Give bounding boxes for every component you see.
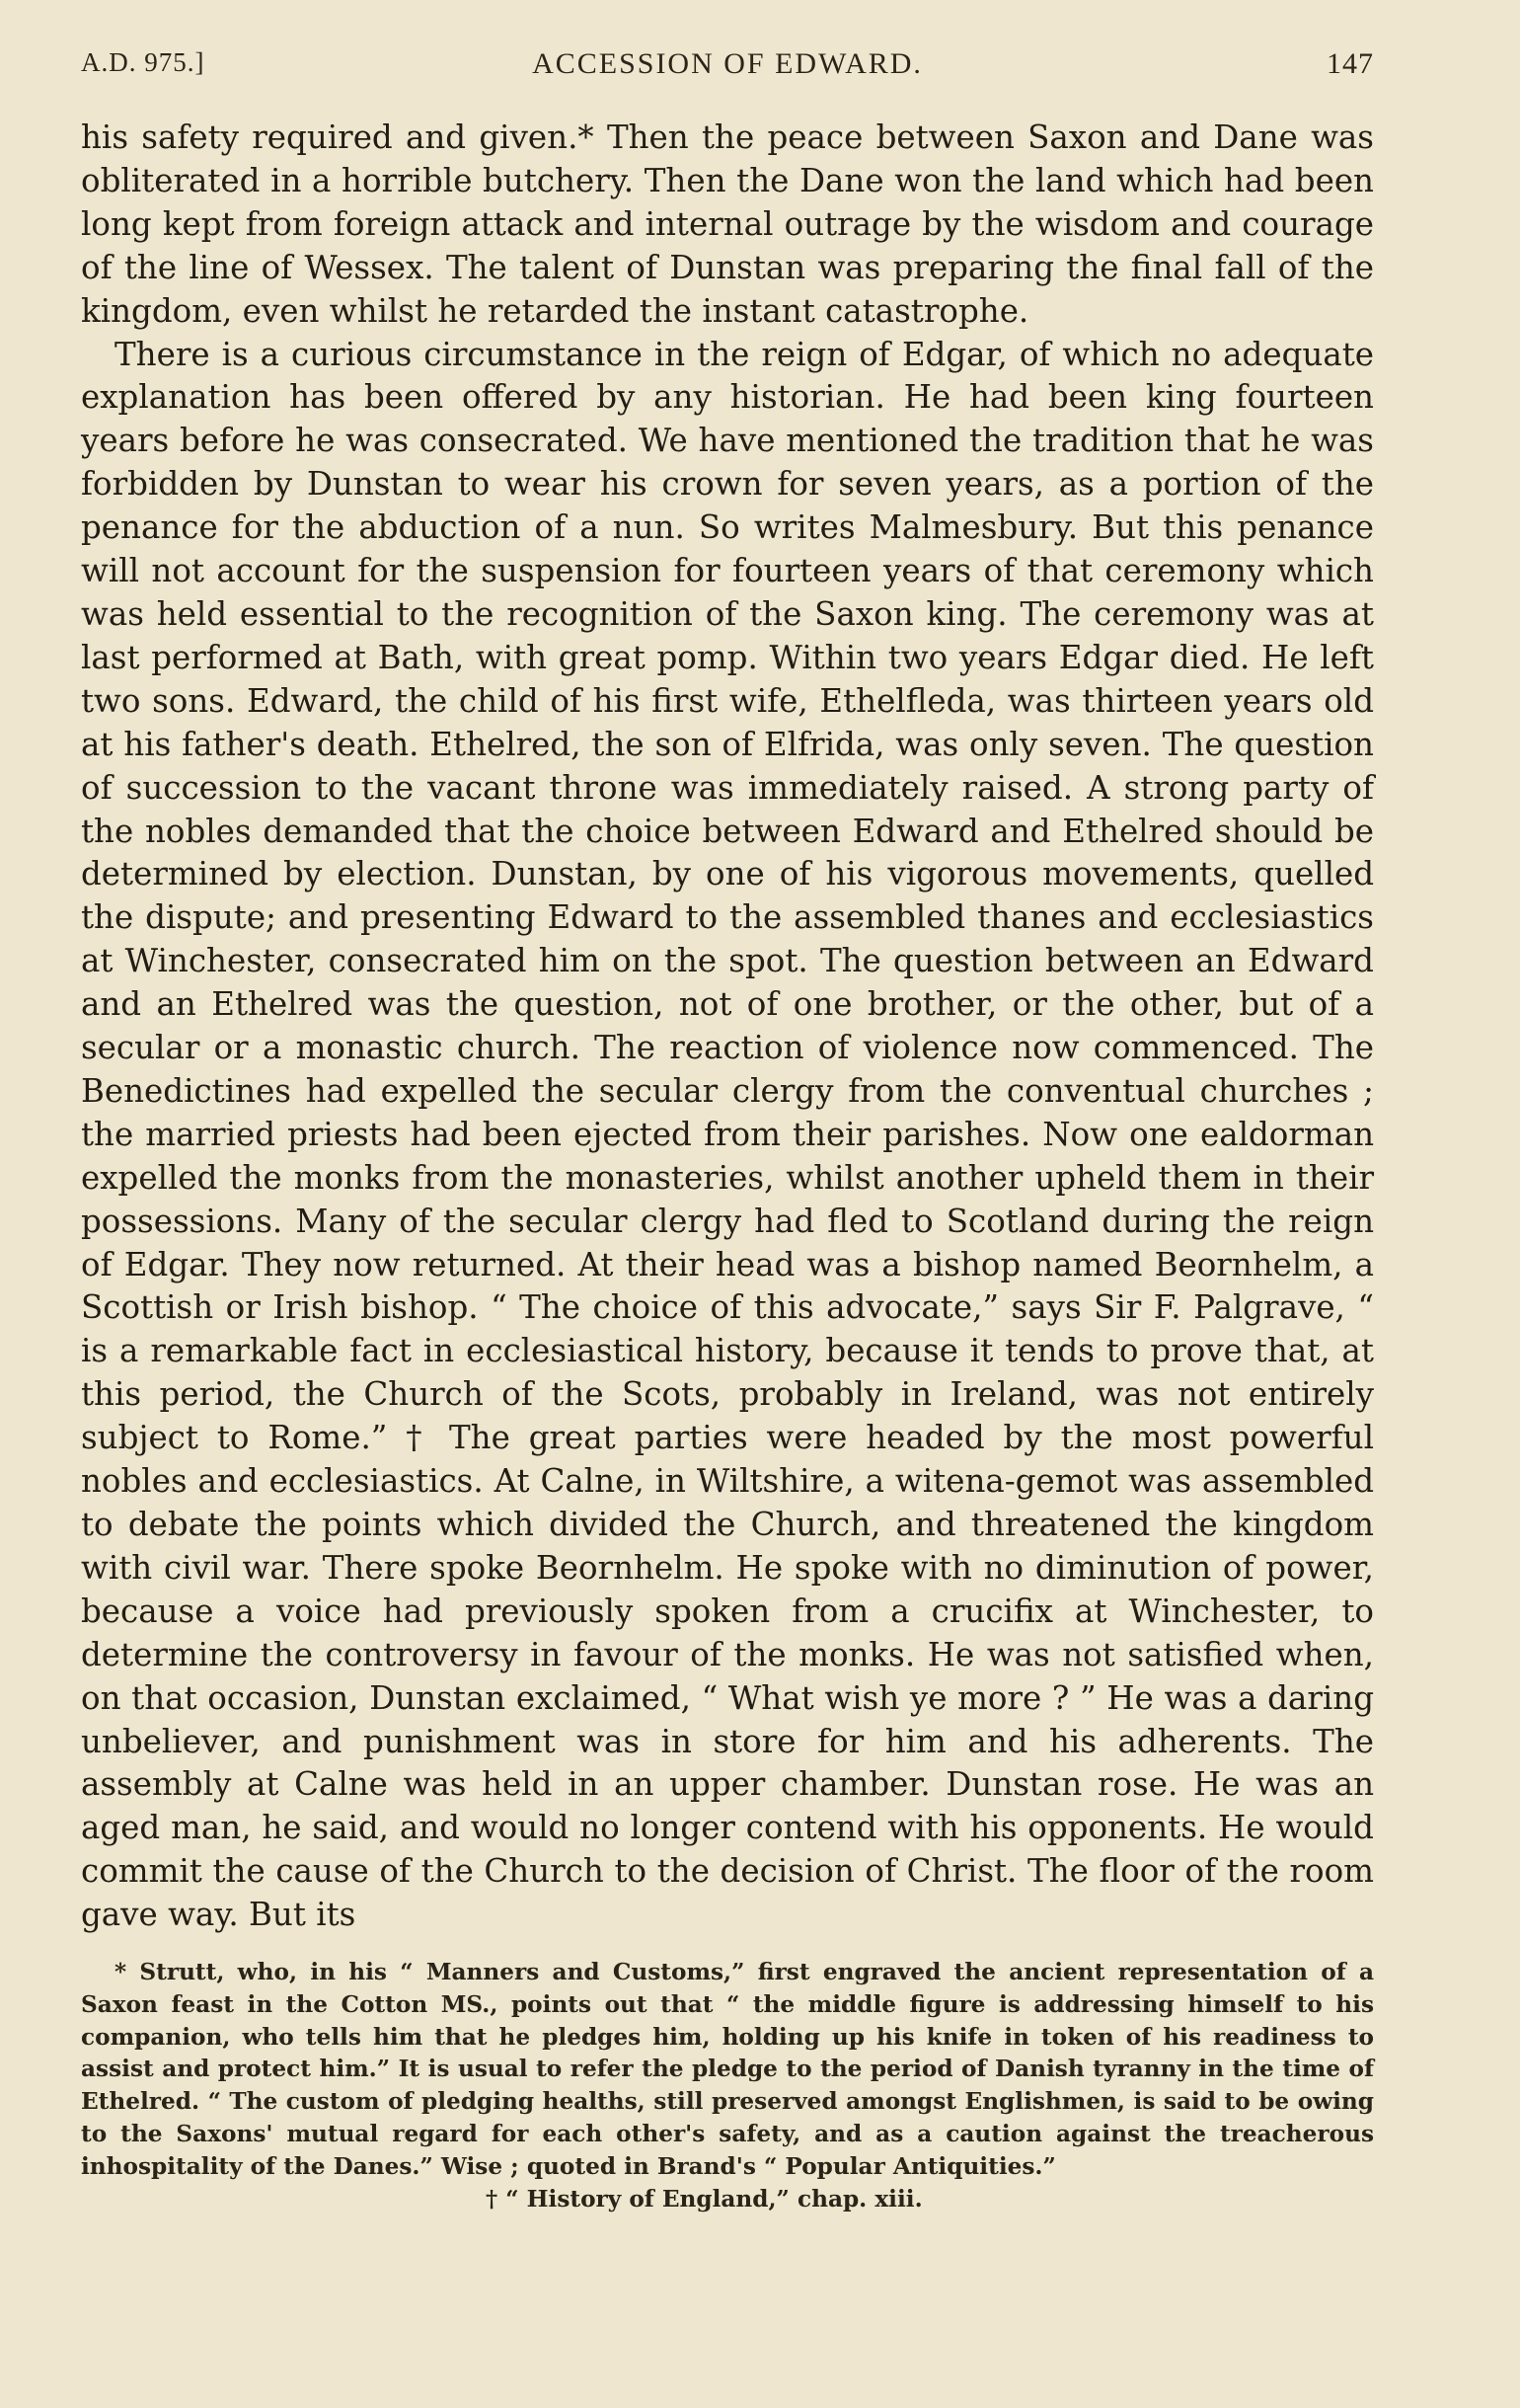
- running-head-title: ACCESSION OF EDWARD.: [532, 47, 923, 80]
- page-number: 147: [1327, 47, 1374, 80]
- book-page: [81, 47, 1374, 2215]
- running-head: [81, 47, 1374, 93]
- paragraph-continued: his safety required and given.* Then the peace between Saxon and Dane was obliterated in a horrible butchery. Then the Dane won the land which had been long kept from foreign attack and internal outrage by the wisdom and courage of the line of Wessex. The talent of Dunstan was preparing the final fall of the kingdom, even whilst he retarded the instant catastrophe.: [81, 118, 1374, 330]
- paragraph-edgar-reign: There is a curious circumstance in the reign of Edgar, of which no adequate explanation has been offered by any historian. He had been king fourteen years before he was consecrated. We have mentioned the tradition that he was forbidden by Dunstan to wear his crown for seven years, as a portion of the penance for the abduction of a nun. So writes Malmesbury. But this penance will not account for the suspension for fourteen years of that ceremony which was held essential to the recognition of the Saxon king. The ceremony was at last performed at Bath, with great pomp. Within two years Edgar died. He left two sons. Edward, the child of his first wife, Ethelfleda, was thirteen years old at his father's death. Ethelred, the son of Elfrida, was only seven. The question of succession to the vacant throne was immediately raised. A strong party of the nobles demanded that the choice between Edward and Ethelred should be determined by election. Dunstan, by one of his vigorous movements, quelled the dispute; and presenting Edward to the assembled thanes and ecclesiastics at Winchester, consecrated him on the spot. The question between an Edward and an Ethelred was the question, not of one brother, or the other, but of a secular or a monastic church. The reaction of violence now commenced. The Benedictines had expelled the secular clergy from the conventual churches ; the married priests had been ejected from their parishes. Now one ealdorman expelled the monks from the monasteries, whilst another upheld them in their possessions. Many of the secular clergy had fled to Scotland during the reign of Edgar. They now returned. At their head was a bishop named Beornhelm, a Scottish or Irish bishop. “ The choice of this advocate,” says Sir F. Palgrave, “ is a remarkable fact in ecclesiastical history, because it tends to prove that, at this period, the Church of the Scots, probably in Ireland, was not entirely subject to Rome.” † The great parties were headed by the most powerful nobles and ecclesiastics. At Calne, in Wiltshire, a witena-gemot was assembled to debate the points which divided the Church, and threatened the kingdom with civil war. There spoke Beornhelm. He spoke with no diminution of power, because a voice had previously spoken from a crucifix at Winchester, to determine the controversy in favour of the monks. He was not satisfied when, on that occasion, Dunstan exclaimed, “ What wish ye more ? ” He was a daring unbeliever, and punishment was in store for him and his adherents. The assembly at Calne was held in an upper chamber. Dunstan rose. He was an aged man, he said, and would no longer contend with his opponents. He would commit the cause of the Church to the decision of Christ. The floor of the room gave way. But its: [81, 335, 1374, 1934]
- footnote-history-of-england: † “ History of England,” chap. xiii.: [486, 2185, 923, 2213]
- footnotes: [81, 1957, 1374, 2215]
- main-text: [81, 117, 1374, 1937]
- running-head-date: A.D. 975.]: [81, 47, 205, 77]
- footnote-strutt: * Strutt, who, in his “ Manners and Customs,” first engraved the ancient representation of a Saxon feast in the Cotton MS., points out that “ the middle figure is addressing himself to his companion, who tells him that he pledges him, holding up his knife in token of his readiness to assist and protect him.” It is usual to refer the pledge to the period of Danish tyranny in the time of Ethelred. “ The custom of pledging healths, still preserved amongst Englishmen, is said to be owing to the Saxons' mutual regard for each other's safety, and as a caution against the treacherous inhospitality of the Danes.” Wise ; quoted in Brand's “ Popular Antiquities.”: [81, 1959, 1374, 2180]
